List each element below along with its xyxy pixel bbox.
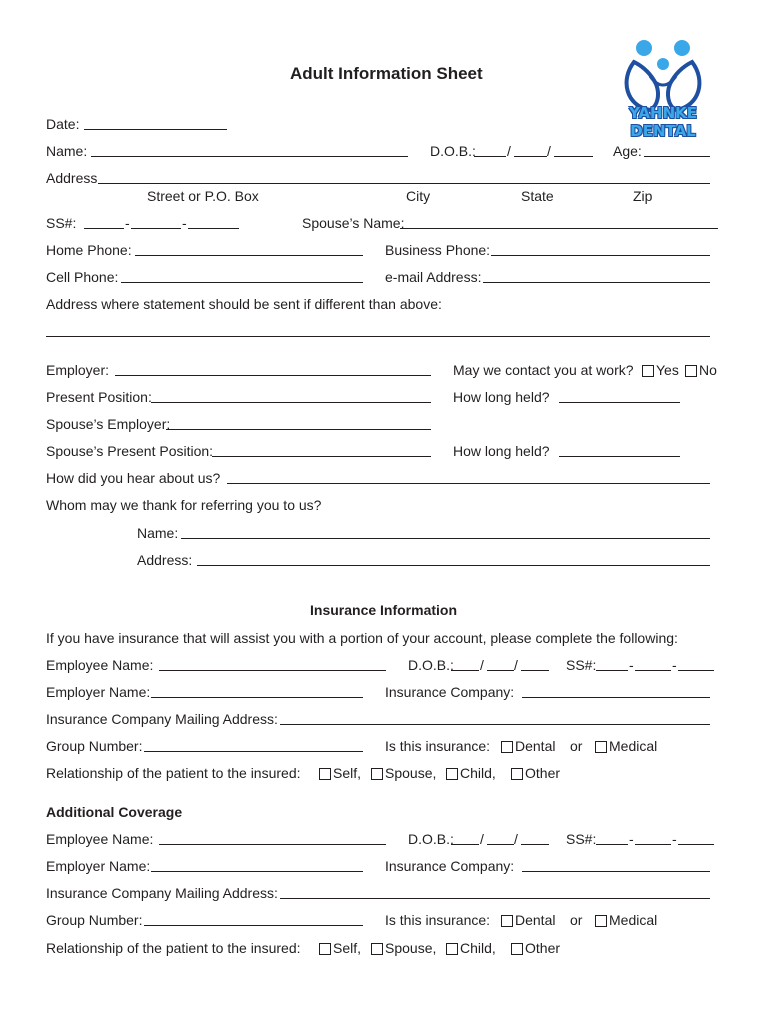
- insurance-intro: If you have insurance that will assist you with a portion of your account, please complete the following:: [46, 630, 678, 646]
- dob-slash: /: [514, 657, 518, 673]
- add-dob-day-field[interactable]: [487, 844, 514, 845]
- add-spouse-label: Spouse,: [385, 940, 437, 956]
- add-employee-name-field[interactable]: [159, 844, 386, 845]
- relationship-label: Relationship of the patient to the insured:: [46, 765, 301, 781]
- ss-part3-field[interactable]: [188, 228, 239, 229]
- add-child-label: Child,: [460, 940, 496, 956]
- ss-label: SS#:: [46, 215, 77, 231]
- employer-field[interactable]: [115, 375, 431, 376]
- referral-name-field[interactable]: [181, 538, 710, 539]
- spouse-name-label: Spouse’s Name:: [302, 215, 405, 231]
- child-label: Child,: [460, 765, 496, 781]
- cell-phone-field[interactable]: [121, 282, 363, 283]
- contact-work-label: May we contact you at work?: [453, 362, 634, 378]
- spouse-how-long-label: How long held?: [453, 443, 550, 459]
- dob-slash: /: [480, 657, 484, 673]
- add-dob-label: D.O.B.:: [408, 831, 454, 847]
- state-caption: State: [521, 188, 554, 204]
- insurance-company-label: Insurance Company:: [385, 684, 515, 700]
- date-label: Date:: [46, 116, 80, 132]
- email-field[interactable]: [483, 282, 710, 283]
- group-number-label: Group Number:: [46, 738, 143, 754]
- self-checkbox[interactable]: [319, 768, 331, 780]
- add-ss-part1-field[interactable]: [596, 844, 628, 845]
- employer-name-field[interactable]: [151, 697, 363, 698]
- city-caption: City: [406, 188, 431, 204]
- add-employer-name-label: Employer Name:: [46, 858, 151, 874]
- other-label: Other: [525, 765, 561, 781]
- spouse-employer-field[interactable]: [166, 429, 431, 430]
- add-dental-checkbox[interactable]: [501, 915, 513, 927]
- employer-name-label: Employer Name:: [46, 684, 151, 700]
- spouse-name-field[interactable]: [400, 228, 718, 229]
- add-mailing-address-label: Insurance Company Mailing Address:: [46, 885, 278, 901]
- add-group-number-field[interactable]: [144, 925, 363, 926]
- home-phone-label: Home Phone:: [46, 242, 132, 258]
- add-dob-year-field[interactable]: [521, 844, 549, 845]
- ss-dash: -: [672, 831, 677, 847]
- medical-checkbox[interactable]: [595, 741, 607, 753]
- ins-dob-year-field[interactable]: [521, 670, 549, 671]
- add-dental-label: Dental: [515, 912, 556, 928]
- employee-name-label: Employee Name:: [46, 657, 154, 673]
- email-label: e-mail Address:: [385, 269, 482, 285]
- referral-label: Whom may we thank for referring you to us?: [46, 497, 322, 513]
- ss-dash: -: [672, 657, 677, 673]
- referral-name-label: Name:: [137, 525, 179, 541]
- dob-day-field[interactable]: [514, 156, 547, 157]
- spouse-how-long-field[interactable]: [559, 456, 680, 457]
- spouse-employer-label: Spouse’s Employer:: [46, 416, 171, 432]
- zip-caption: Zip: [633, 188, 653, 204]
- statement-address-label: Address where statement should be sent if different than above:: [46, 296, 442, 312]
- add-other-checkbox[interactable]: [511, 943, 523, 955]
- ins-dob-month-field[interactable]: [451, 670, 479, 671]
- insurance-heading: Insurance Information: [310, 602, 458, 618]
- add-spouse-checkbox[interactable]: [371, 943, 383, 955]
- ss-dash: -: [182, 215, 187, 231]
- add-medical-checkbox[interactable]: [595, 915, 607, 927]
- group-number-field[interactable]: [144, 751, 363, 752]
- or-label: or: [570, 738, 583, 754]
- add-mailing-address-field[interactable]: [280, 898, 710, 899]
- ss-part1-field[interactable]: [84, 228, 124, 229]
- dob-slash: /: [507, 143, 511, 159]
- add-insurance-company-field[interactable]: [522, 871, 710, 872]
- add-medical-label: Medical: [609, 912, 658, 928]
- ins-dob-label: D.O.B.:: [408, 657, 454, 673]
- age-label: Age:: [613, 143, 642, 159]
- medical-label: Medical: [609, 738, 658, 754]
- ss-dash: -: [125, 215, 130, 231]
- statement-address-field[interactable]: [46, 336, 710, 337]
- how-long-label: How long held?: [453, 389, 550, 405]
- present-position-label: Present Position:: [46, 389, 152, 405]
- no-label: No: [699, 362, 717, 378]
- ins-ss-part3-field[interactable]: [678, 670, 714, 671]
- logo-wordmark: YAHNKE DENTAL: [628, 104, 697, 140]
- add-insurance-company-label: Insurance Company:: [385, 858, 515, 874]
- dental-label: Dental: [515, 738, 556, 754]
- add-relationship-label: Relationship of the patient to the insured:: [46, 940, 301, 956]
- ss-dash: -: [629, 831, 634, 847]
- ins-ss-label: SS#:: [566, 657, 597, 673]
- contact-no-checkbox[interactable]: [685, 365, 697, 377]
- dob-slash: /: [514, 831, 518, 847]
- other-checkbox[interactable]: [511, 768, 523, 780]
- name-label: Name:: [46, 143, 88, 159]
- add-self-checkbox[interactable]: [319, 943, 331, 955]
- insurance-company-field[interactable]: [522, 697, 710, 698]
- page-title: Adult Information Sheet: [290, 64, 483, 83]
- add-dob-month-field[interactable]: [451, 844, 479, 845]
- referral-address-field[interactable]: [197, 565, 710, 566]
- add-is-this-insurance-label: Is this insurance:: [385, 912, 491, 928]
- self-label: Self,: [333, 765, 362, 781]
- yes-label: Yes: [656, 362, 679, 378]
- ins-dob-day-field[interactable]: [487, 670, 514, 671]
- business-phone-field[interactable]: [491, 255, 710, 256]
- business-phone-label: Business Phone:: [385, 242, 491, 258]
- mailing-address-field[interactable]: [280, 724, 710, 725]
- hear-about-field[interactable]: [227, 483, 710, 484]
- add-self-label: Self,: [333, 940, 362, 956]
- add-ss-part3-field[interactable]: [678, 844, 714, 845]
- dob-year-field[interactable]: [554, 156, 593, 157]
- address-label: Address: [46, 170, 98, 186]
- referral-address-label: Address:: [137, 552, 193, 568]
- dob-month-field[interactable]: [474, 156, 506, 157]
- add-child-checkbox[interactable]: [446, 943, 458, 955]
- add-other-label: Other: [525, 940, 561, 956]
- spouse-position-field[interactable]: [212, 456, 431, 457]
- age-field[interactable]: [644, 156, 710, 157]
- spouse-label: Spouse,: [385, 765, 437, 781]
- add-or-label: or: [570, 912, 583, 928]
- address-field[interactable]: [98, 183, 710, 184]
- hear-about-label: How did you hear about us?: [46, 470, 221, 486]
- street-caption: Street or P.O. Box: [147, 188, 259, 204]
- child-checkbox[interactable]: [446, 768, 458, 780]
- dob-label: D.O.B.:: [430, 143, 476, 159]
- spouse-position-label: Spouse’s Present Position:: [46, 443, 214, 459]
- dob-slash: /: [547, 143, 551, 159]
- is-this-insurance-label: Is this insurance:: [385, 738, 491, 754]
- employer-label: Employer:: [46, 362, 110, 378]
- employee-name-field[interactable]: [159, 670, 386, 671]
- dob-slash: /: [480, 831, 484, 847]
- add-ss-part2-field[interactable]: [635, 844, 671, 845]
- add-group-number-label: Group Number:: [46, 912, 143, 928]
- date-field[interactable]: [84, 129, 227, 130]
- dental-checkbox[interactable]: [501, 741, 513, 753]
- how-long-field[interactable]: [559, 402, 680, 403]
- add-employee-name-label: Employee Name:: [46, 831, 154, 847]
- cell-phone-label: Cell Phone:: [46, 269, 119, 285]
- ins-ss-part1-field[interactable]: [596, 670, 628, 671]
- ss-part2-field[interactable]: [131, 228, 181, 229]
- mailing-address-label: Insurance Company Mailing Address:: [46, 711, 278, 727]
- spouse-checkbox[interactable]: [371, 768, 383, 780]
- home-phone-field[interactable]: [135, 255, 363, 256]
- present-position-field[interactable]: [151, 402, 431, 403]
- contact-yes-checkbox[interactable]: [642, 365, 654, 377]
- ss-dash: -: [629, 657, 634, 673]
- add-employer-name-field[interactable]: [151, 871, 363, 872]
- ins-ss-part2-field[interactable]: [635, 670, 671, 671]
- name-field[interactable]: [91, 156, 408, 157]
- additional-coverage-heading: Additional Coverage: [46, 804, 183, 820]
- add-ss-label: SS#:: [566, 831, 597, 847]
